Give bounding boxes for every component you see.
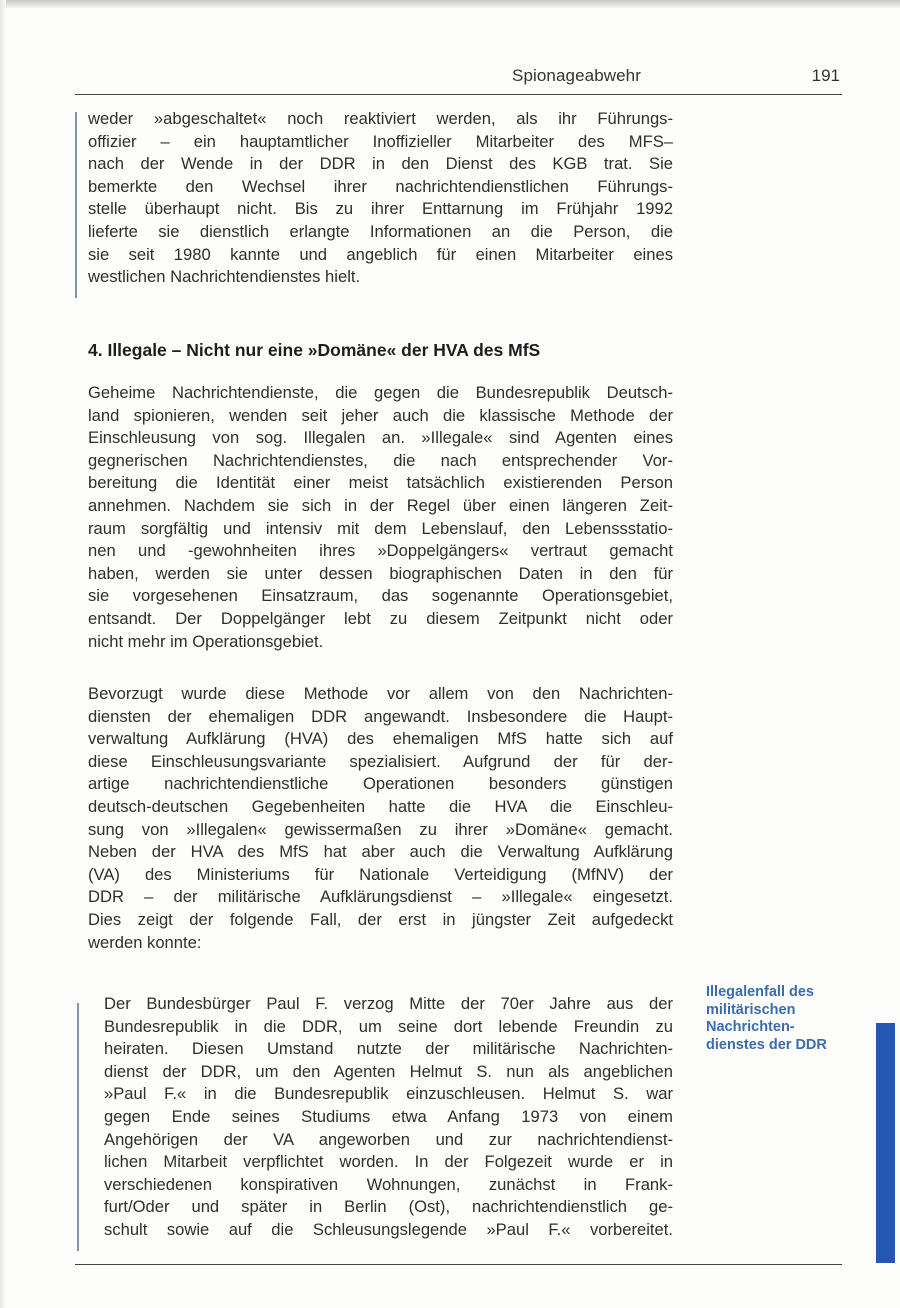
case-change-bar-top <box>75 112 77 298</box>
text-line: westlichen Nachrichtendienstes hielt. <box>88 267 361 287</box>
case-box-text <box>104 993 673 1242</box>
margin-note <box>706 984 856 1054</box>
bottom-rule <box>75 1264 842 1265</box>
text-line: furt/Oder und später in Berlin (Ost), nachrichtendienstlich ge- <box>104 1197 673 1217</box>
scan-top-shadow <box>0 0 900 8</box>
text-line: stelle überhaupt nicht. Bis zu ihrer Enttarnung im Frühjahr 1992 <box>88 199 673 219</box>
text-line: lieferte sie dienstlich erlangte Informationen an die Person, die <box>88 221 673 241</box>
text-line: diensten der ehemaligen DDR angewandt. Insbesondere die Haupt- <box>88 706 673 726</box>
margin-note-line: Nachrichten- <box>706 1019 795 1035</box>
text-line: entsandt. Der Doppelgänger lebt zu diesem Zeitpunkt nicht oder <box>88 608 673 628</box>
text-line: (VA) des Ministeriums für Nationale Verteidigung (MfNV) der <box>88 864 673 884</box>
text-line: Geheime Nachrichtendienste, die gegen die Bundesrepublik Deutsch- <box>88 383 673 402</box>
text-line: haben, werden sie unter dessen biographischen Daten in den für <box>88 563 673 583</box>
page-number: 191 <box>811 66 840 85</box>
text-line: artige nachrichtendienstliche Operationen besonders günstigen <box>88 774 673 794</box>
text-line: deutsch-deutschen Gegebenheiten hatte die HVA die Einschleu- <box>88 796 673 816</box>
text-line: annehmen. Nachdem sie sich in der Regel über einen längeren Zeit- <box>88 495 673 515</box>
text-line: Bevorzugt wurde diese Methode vor allem von den Nachrichten- <box>88 684 673 703</box>
text-line: verwaltung Aufklärung (HVA) des ehemaligen MfS hatte sich auf <box>88 729 673 749</box>
text-line: DDR – der militärische Aufklärungsdienst – »Illegale« eingesetzt. <box>88 887 673 907</box>
text-line: diese Einschleusungsvariante spezialisiert. Aufgrund der für der- <box>88 751 673 771</box>
text-line: schult sowie auf die Schleusungslegende »Paul F.« vorbereitet. <box>104 1219 673 1239</box>
margin-note-line: dienstes der DDR <box>706 1036 827 1053</box>
text-line: lichen Mitarbeit verpflichtet worden. In der Folgezeit wurde er in <box>104 1152 673 1172</box>
text-line: raum sorgfältig und intensiv mit dem Lebenslauf, den Lebenssstatio- <box>88 518 673 538</box>
text-line: Der Bundesbürger Paul F. verzog Mitte der 70er Jahre aus der <box>104 994 673 1013</box>
text-line: land spionieren, wenden seit jeher auch die klassische Methode der <box>88 405 673 425</box>
text-line: Angehörigen der VA angeworben und zur nachrichtendienst- <box>104 1129 673 1149</box>
text-line: Neben der HVA des MfS hat aber auch die Verwaltung Aufklärung <box>88 842 673 862</box>
text-line: Dies zeigt der folgende Fall, der erst in jüngster Zeit aufgedeckt <box>88 909 673 929</box>
case-change-bar-bottom <box>77 1003 79 1251</box>
text-line: bemerkte den Wechsel ihrer nachrichtendienstlichen Führungs- <box>88 176 673 196</box>
paragraph-1 <box>88 382 673 653</box>
text-line: Einschleusung von sog. Illegalen an. »Illegale« sind Agenten eines <box>88 428 673 448</box>
continued-case-text <box>88 108 673 289</box>
text-line: nach der Wende in der DDR in den Dienst des KGB trat. Sie <box>88 154 673 174</box>
text-line: werden konnte: <box>88 932 202 952</box>
margin-note-line: Illegalenfall des <box>706 984 814 1000</box>
text-line: weder »abgeschaltet« noch reaktiviert werden, als ihr Führungs- <box>88 109 673 128</box>
text-line: gegnerischen Nachrichtendienstes, die nach entsprechender Vor- <box>88 450 673 470</box>
paragraph-2 <box>88 683 673 954</box>
text-line: dienst der DDR, um den Agenten Helmut S. nun als angeblichen <box>104 1061 673 1081</box>
margin-note-line: militärischen <box>706 1001 796 1018</box>
text-line: nen und -gewohnheiten ihres »Doppelgängers« vertraut gemacht <box>88 541 673 561</box>
text-line: sie seit 1980 kannte und angeblich für einen Mitarbeiter eines <box>88 244 673 264</box>
text-line: nicht mehr im Operationsgebiet. <box>88 631 324 651</box>
text-line: verschiedenen konspirativen Wohnungen, zunächst in Frank- <box>104 1174 673 1194</box>
text-line: gegen Ende seines Studiums etwa Anfang 1973 von einem <box>104 1106 673 1126</box>
text-line: sung von »Illegalen« gewissermaßen zu ihrer »Domäne« gemacht. <box>88 819 673 839</box>
scan-left-edge <box>0 0 6 1308</box>
text-line: offizier – ein hauptamtlicher Inoffizieller Mitarbeiter des MFS– <box>88 131 673 151</box>
text-line: heiraten. Diesen Umstand nutzte der militärische Nachrichten- <box>104 1039 673 1059</box>
text-line: Bundesrepublik in die DDR, um seine dort lebende Freundin zu <box>104 1016 673 1036</box>
running-title: Spionageabwehr <box>512 66 641 85</box>
running-header <box>75 64 842 95</box>
chapter-thumb-tab <box>876 1023 895 1263</box>
text-line: sie vorgesehenen Einsatzraum, das sogenannte Operationsgebiet, <box>88 586 673 606</box>
text-line: bereitung die Identität einer meist tatsächlich existierenden Person <box>88 473 673 493</box>
section-heading: 4. Illegale – Nicht nur eine »Domäne« der HVA des MfS <box>88 340 541 360</box>
text-line: »Paul F.« in die Bundesrepublik einzuschleusen. Helmut S. war <box>104 1084 673 1104</box>
